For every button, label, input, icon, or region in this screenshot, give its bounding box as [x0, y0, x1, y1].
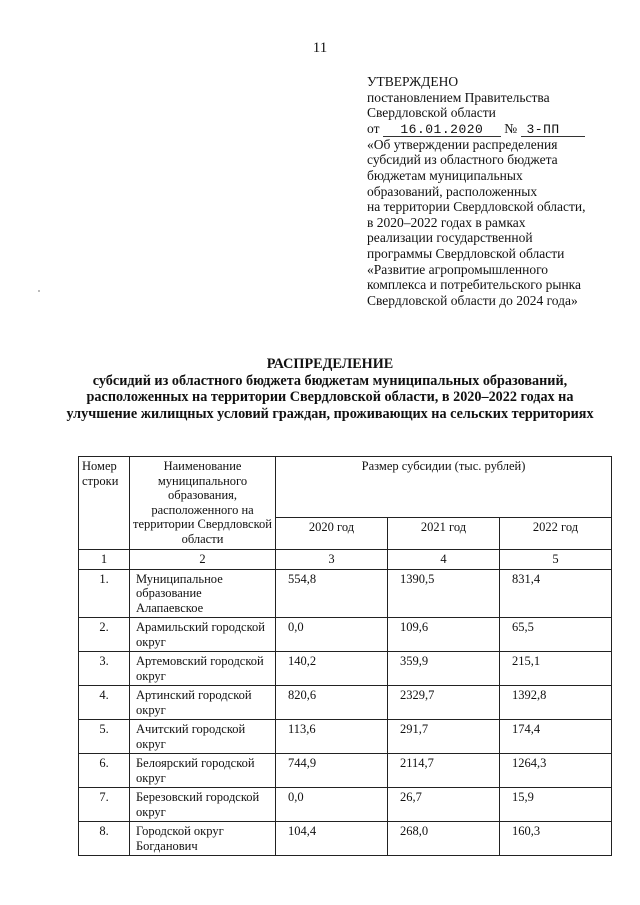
value-2022: 65,5	[500, 618, 612, 652]
municipality-name: Ачитский городской округ	[130, 720, 276, 754]
approval-about-line: Свердловской области до 2024 года»	[367, 292, 578, 308]
value-2022: 160,3	[500, 822, 612, 856]
municipality-name: Муниципальное образование Алапаевское	[130, 569, 276, 618]
value-2020: 140,2	[276, 652, 388, 686]
approval-about-line: в 2020–2022 годах в рамках	[367, 214, 526, 230]
value-2021: 2114,7	[388, 754, 500, 788]
subsidy-table	[78, 456, 612, 856]
value-2022: 831,4	[500, 569, 612, 618]
approval-about-line: реализации государственной	[367, 230, 533, 246]
number-sign: №	[504, 120, 518, 136]
value-2022: 174,4	[500, 720, 612, 754]
approval-about-line: бюджетам муниципальных	[367, 167, 523, 183]
row-number: 1.	[79, 569, 130, 618]
table-row	[79, 720, 612, 754]
table-header-row	[79, 457, 612, 518]
approval-number: 3-ПП	[521, 123, 585, 137]
approval-about-line: «Об утверждении распределения	[367, 136, 558, 152]
approval-about-line: комплекса и потребительского рынка	[367, 277, 582, 293]
approval-heading: УТВЕРЖДЕНО	[367, 74, 459, 89]
date-prefix: от	[367, 120, 380, 136]
row-number: 7.	[79, 788, 130, 822]
scan-speck	[38, 290, 40, 292]
value-2020: 554,8	[276, 569, 388, 618]
page-number: 11	[312, 40, 328, 56]
approval-about-line: субсидий из областного бюджета	[367, 152, 558, 168]
approval-date-line	[367, 121, 627, 137]
column-index: 5	[500, 550, 612, 570]
title-main: РАСПРЕДЕЛЕНИЕ	[266, 356, 394, 372]
value-2020: 820,6	[276, 686, 388, 720]
municipality-name: Артинский городской округ	[130, 686, 276, 720]
title-subtitle: субсидий из областного бюджета бюджетам муниципальных образований, расположенных на территории Свердловской области, в 2020–2022 годах на улучшение жилищных условий граждан, проживающих на сельских территориях	[66, 372, 594, 422]
row-number: 3.	[79, 652, 130, 686]
value-2021: 109,6	[388, 618, 500, 652]
table-row	[79, 569, 612, 618]
municipality-name: Артемовский городской округ	[130, 652, 276, 686]
value-2021: 268,0	[388, 822, 500, 856]
approval-about-line: на территории Свердловской области,	[367, 199, 586, 215]
value-2021: 26,7	[388, 788, 500, 822]
column-index: 3	[276, 550, 388, 570]
value-2020: 0,0	[276, 788, 388, 822]
value-2022: 215,1	[500, 652, 612, 686]
value-2021: 291,7	[388, 720, 500, 754]
approval-about-line: «Развитие агропромышленного	[367, 261, 549, 277]
approval-date: 16.01.2020	[383, 123, 501, 137]
value-2020: 744,9	[276, 754, 388, 788]
row-number: 6.	[79, 754, 130, 788]
municipality-name: Березовский городской округ	[130, 788, 276, 822]
table-row	[79, 686, 612, 720]
value-2021: 1390,5	[388, 569, 500, 618]
table-row	[79, 618, 612, 652]
row-number: 5.	[79, 720, 130, 754]
header-year: 2022 год	[500, 517, 612, 549]
value-2020: 104,4	[276, 822, 388, 856]
row-number: 8.	[79, 822, 130, 856]
value-2020: 0,0	[276, 618, 388, 652]
header-subsidy-size: Размер субсидии (тыс. рублей)	[276, 457, 612, 518]
municipality-name: Белоярский городской округ	[130, 754, 276, 788]
approval-about-line: образований, расположенных	[367, 183, 538, 199]
column-index: 4	[388, 550, 500, 570]
table-row	[79, 788, 612, 822]
column-index: 1	[79, 550, 130, 570]
value-2022: 15,9	[500, 788, 612, 822]
table-row	[79, 754, 612, 788]
approval-line: Свердловской области	[367, 105, 496, 121]
table-row	[79, 822, 612, 856]
value-2022: 1264,3	[500, 754, 612, 788]
municipality-name: Арамильский городской округ	[130, 618, 276, 652]
header-row-number: Номер строки	[79, 457, 130, 550]
value-2021: 359,9	[388, 652, 500, 686]
column-index-row	[79, 550, 612, 570]
header-year: 2021 год	[388, 517, 500, 549]
row-number: 2.	[79, 618, 130, 652]
header-name: Наименование муниципального образования, расположенного на территории Свердловской области	[130, 457, 276, 550]
document-title	[60, 356, 600, 422]
approval-block	[367, 74, 627, 308]
header-year: 2020 год	[276, 517, 388, 549]
table-row	[79, 652, 612, 686]
column-index: 2	[130, 550, 276, 570]
municipality-name: Городской округ Богданович	[130, 822, 276, 856]
approval-line: постановлением Правительства	[367, 89, 550, 105]
row-number: 4.	[79, 686, 130, 720]
value-2022: 1392,8	[500, 686, 612, 720]
value-2020: 113,6	[276, 720, 388, 754]
approval-about-line: программы Свердловской области	[367, 245, 565, 261]
value-2021: 2329,7	[388, 686, 500, 720]
